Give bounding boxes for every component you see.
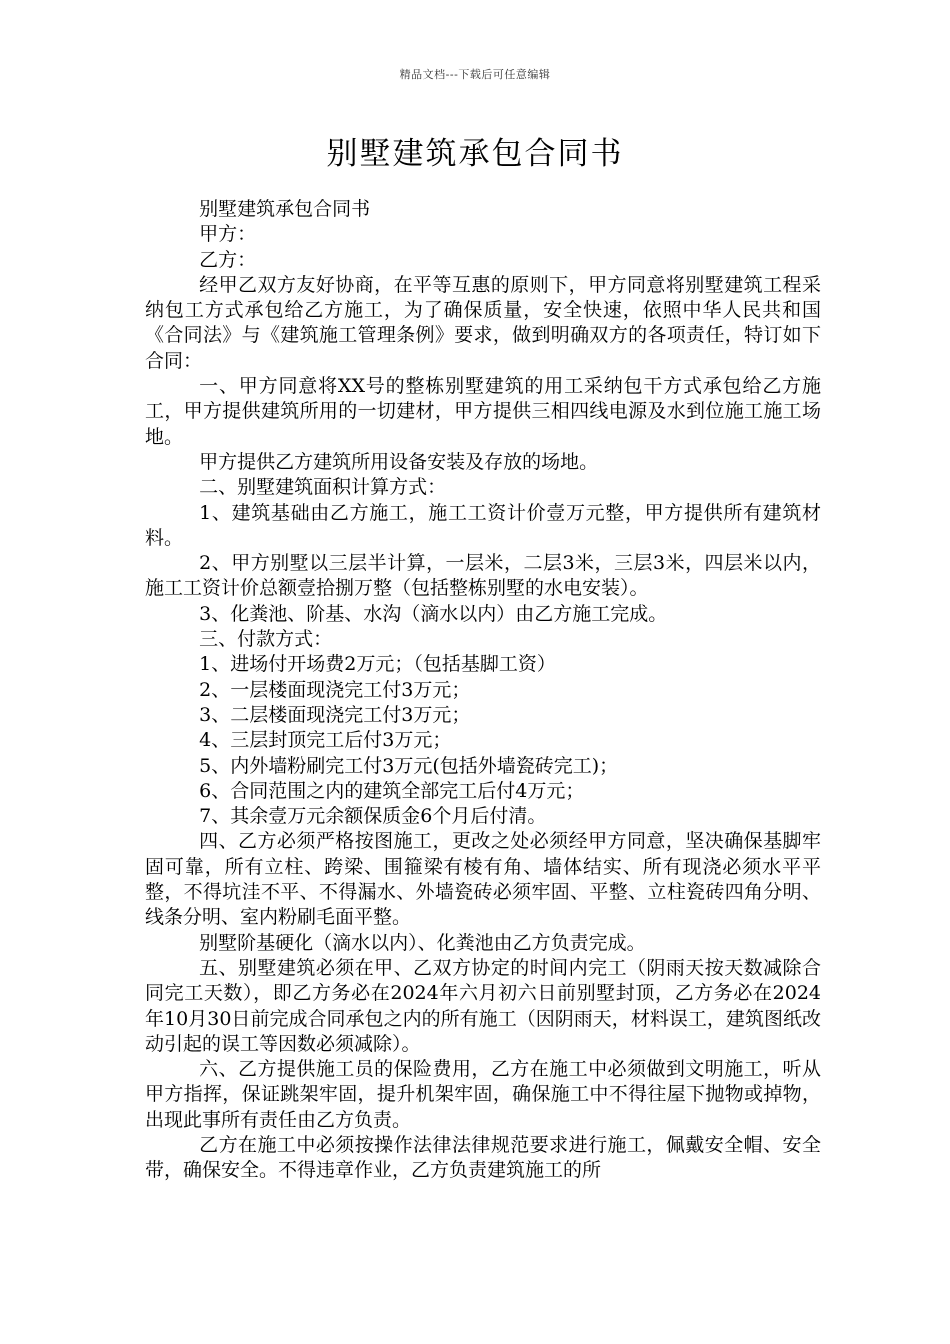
paragraph: 3、二层楼面现浇完工付3万元； — [199, 703, 471, 726]
paragraph: 3、化粪池、阶基、水沟（滴水以内）由乙方施工完成。 — [199, 602, 668, 625]
paragraph: 甲方提供乙方建筑所用设备安装及存放的场地。 — [199, 450, 599, 473]
paragraph: 一、甲方同意将XX号的整栋别墅建筑的用工采纳包干方式承包给乙方施工，甲方提供建筑所用的一切建材，甲方提供三相四线电源及水到位施工施工场地。 — [145, 375, 821, 448]
paragraph: 乙方： — [199, 248, 257, 271]
paragraph: 6、合同范围之内的建筑全部完工后付4万元； — [199, 779, 585, 802]
paragraph: 六、乙方提供施工员的保险费用，乙方在施工中必须做到文明施工，听从甲方指挥，保证跳架牢固，提升机架牢固，确保施工中不得往屋下抛物或掉物，出现此事所有责任由乙方负责。 — [145, 1058, 821, 1131]
paragraph: 三、付款方式： — [199, 628, 333, 651]
paragraph: 经甲乙双方友好协商，在平等互惠的原则下，甲方同意将别墅建筑工程采纳包工方式承包给乙方施工，为了确保质量，安全快速，依照中华人民共和国《合同法》与《建筑施工管理条例》要求，做到明确双方的各项责任，特订如下合同： — [145, 273, 821, 372]
paragraph: 五、别墅建筑必须在甲、乙双方协定的时间内完工（阴雨天按天数减除合同完工天数），即乙方务必在2024年六月初六日前别墅封顶，乙方务必在2024年10月30日前完成合同承包之内的所有施工（因阴雨天，材料误工，建筑图纸改动引起的误工等因数必须减除）。 — [145, 956, 821, 1055]
paragraph: 别墅建筑承包合同书 — [199, 198, 371, 220]
paragraph: 甲方： — [199, 223, 257, 246]
paragraph: 2、一层楼面现浇完工付3万元； — [199, 678, 471, 701]
paragraph: 7、其余壹万元余额保质金6个月后付清。 — [199, 805, 547, 828]
paragraph: 四、乙方必须严格按图施工，更改之处必须经甲方同意，坚决确保基脚牢固可靠，所有立柱、跨梁、围箍梁有棱有角、墙体结实、所有现浇必须水平平整，不得坑洼不平、不得漏水、外墙瓷砖必须牢固、平整、立柱瓷砖四角分明、线条分明、室内粉刷毛面平整。 — [145, 830, 821, 929]
paragraph: 4、三层封顶完工后付3万元； — [199, 729, 452, 752]
header-note: 精品文档---下载后可任意编辑 — [399, 68, 551, 81]
paragraph: 1、建筑基础由乙方施工，施工工资计价壹万元整，甲方提供所有建筑材料。 — [145, 501, 821, 549]
paragraph: 5、内外墙粉刷完工付3万元(包括外墙瓷砖完工)； — [199, 754, 619, 777]
document-title: 别墅建筑承包合同书 — [326, 136, 624, 172]
paragraph: 二、别墅建筑面积计算方式： — [199, 476, 447, 499]
document-body — [145, 197, 821, 1184]
paragraph: 别墅阶基硬化（滴水以内）、化粪池由乙方负责完成。 — [199, 931, 646, 954]
paragraph: 乙方在施工中必须按操作法律法律规范要求进行施工，佩戴安全帽、安全带，确保安全。不得违章作业，乙方负责建筑施工的所 — [145, 1133, 821, 1182]
paragraph: 2、甲方别墅以三层半计算，一层米，二层3米，三层3米，四层米以内，施工工资计价总额壹拾捌万整（包括整栋别墅的水电安装）。 — [145, 552, 821, 600]
paragraph: 1、进场付开场费2万元；（包括基脚工资） — [199, 653, 556, 676]
